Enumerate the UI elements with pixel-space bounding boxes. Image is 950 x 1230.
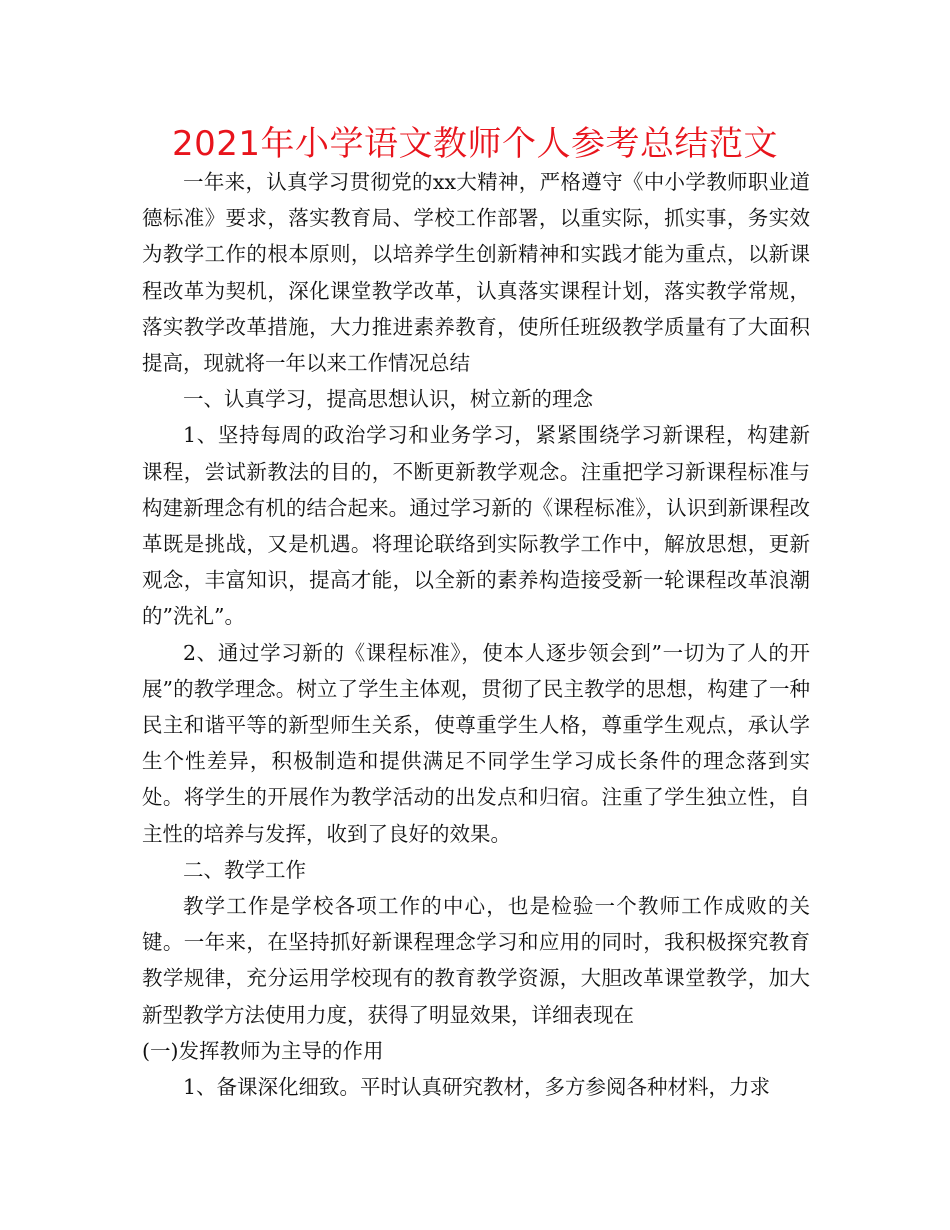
paragraph-2-intro: 教学工作是学校各项工作的中心，也是检验一个教师工作成败的关键。一年来，在坚持抓好新课程理念学习和应用的同时，我积极探究教育教学规律，充分运用学校现有的教育教学资源，大胆改革课堂教学，加大新型教学方法使用力度，获得了明显效果，详细表现在 [142,894,810,1027]
subsection-heading-2-1: (一)发挥教师为主导的作用 [142,1038,384,1063]
section-heading-2: 二、教学工作 [183,857,306,882]
section-heading-1: 一、认真学习，提高思想认识，树立新的理念 [183,387,593,412]
paragraph-1-1: 1、坚持每周的政治学习和业务学习，紧紧围绕学习新课程，构建新课程，尝试新教法的目的，不断更新教学观念。注重把学习新课程标准与构建新理念有机的结合起来。通过学习新的《课程标准》，认识到新课程改革既是挑战，又是机遇。将理论联络到实际教学工作中，解放思想，更新观念，丰富知识，提高才能，以全新的素养构造接受新一轮课程改革浪潮的”洗礼”。 [142,423,810,629]
document-body [142,164,810,1105]
paragraph-2-1-1: 1、备课深化细致。平时认真研究教材，多方参阅各种材料，力求 [183,1075,771,1100]
paragraph-1-2: 2、通过学习新的《课程标准》，使本人逐步领会到”一切为了人的开展”的教学理念。树立了学生主体观，贯彻了民主教学的思想，构建了一种民主和谐平等的新型师生关系，使尊重学生人格，尊重学生观点，承认学生个性差异，积极制造和提供满足不同学生学习成长条件的理念落到实处。将学生的开展作为教学活动的出发点和归宿。注重了学生独立性，自主性的培养与发挥，收到了良好的效果。 [142,640,810,846]
paragraph-intro: 一年来，认真学习贯彻党的xx大精神，严格遵守《中小学教师职业道德标准》要求，落实教育局、学校工作部署，以重实际，抓实事，务实效为教学工作的根本原则，以培养学生创新精神和实践才能为重点，以新课程改革为契机，深化课堂教学改革，认真落实课程计划，落实教学常规，落实教学改革措施，大力推进素养教育，使所任班级教学质量有了大面积提高，现就将一年以来工作情况总结 [142,170,810,376]
document-title: 2021年小学语文教师个人参考总结范文 [171,124,779,164]
